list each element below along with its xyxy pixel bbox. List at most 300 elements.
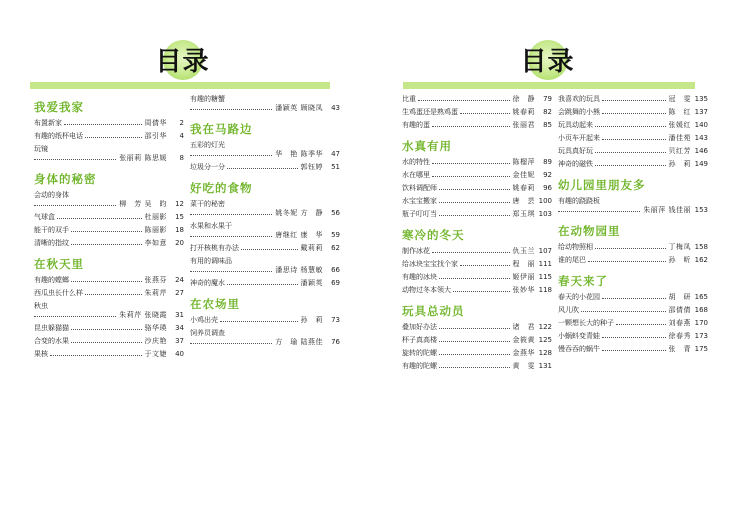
entry-title: 小页车开起来 bbox=[558, 134, 600, 142]
toc-entry[interactable] bbox=[34, 324, 184, 333]
entry-leader-row bbox=[34, 213, 184, 222]
toc-entry[interactable] bbox=[558, 197, 708, 215]
entry-page-number: 43 bbox=[331, 104, 340, 112]
toc-entry[interactable] bbox=[402, 108, 552, 117]
entry-leader-row bbox=[34, 226, 184, 235]
toc-entry[interactable] bbox=[402, 336, 552, 345]
dot-leader bbox=[439, 202, 510, 203]
entry-author: 孙 莉 bbox=[300, 316, 323, 324]
entry-page-number: 143 bbox=[694, 134, 708, 142]
entry-page-number: 165 bbox=[694, 293, 708, 301]
entry-title: 给冰块宝宝找个家 bbox=[402, 260, 458, 268]
toc-column bbox=[558, 95, 708, 358]
dot-leader bbox=[50, 355, 142, 356]
entry-leader-row bbox=[558, 108, 708, 117]
entry-leader-row bbox=[34, 132, 184, 141]
dot-leader bbox=[439, 189, 510, 190]
dot-leader bbox=[602, 337, 666, 338]
entry-author: 姬伊丽 bbox=[512, 273, 535, 281]
dot-leader bbox=[595, 152, 666, 153]
entry-author: 周倩华 bbox=[144, 119, 167, 127]
dot-leader bbox=[241, 249, 298, 250]
dot-leader bbox=[460, 265, 510, 266]
entry-author: 丁梅凤 bbox=[668, 243, 691, 251]
entry-leader-row bbox=[558, 293, 708, 302]
entry-leader-row bbox=[34, 324, 184, 333]
entry-leader-row bbox=[402, 121, 552, 130]
toc-entry[interactable] bbox=[558, 243, 708, 252]
dot-leader bbox=[190, 271, 272, 272]
toc-entry[interactable] bbox=[402, 260, 552, 269]
entry-author: 华 艳 陈季华 bbox=[275, 150, 323, 158]
entry-title: 有趣的冰块 bbox=[402, 273, 437, 281]
entry-title: 会动的身体 bbox=[34, 191, 69, 199]
dot-leader bbox=[71, 231, 142, 232]
toc-entry[interactable] bbox=[34, 350, 184, 359]
entry-page-number: 56 bbox=[331, 209, 340, 217]
toc-entry[interactable] bbox=[34, 302, 184, 320]
entry-leader-row bbox=[402, 95, 552, 104]
entry-title: 有趣的糖蟹 bbox=[190, 95, 225, 103]
toc-entry[interactable] bbox=[34, 191, 184, 209]
entry-leader-row bbox=[402, 108, 552, 117]
entry-page-number: 73 bbox=[331, 316, 340, 324]
toc-entry[interactable] bbox=[190, 200, 340, 218]
entry-title: 玩具动起来 bbox=[558, 121, 593, 129]
dot-leader bbox=[602, 113, 666, 114]
dot-leader bbox=[453, 291, 510, 292]
entry-leader-row bbox=[558, 332, 708, 341]
entry-title: 一颗想长大的种子 bbox=[558, 319, 614, 327]
toc-entry[interactable] bbox=[558, 256, 708, 265]
dot-leader bbox=[595, 248, 666, 249]
entry-page-number: 4 bbox=[179, 132, 184, 140]
entry-author: 张燕芬 bbox=[144, 276, 167, 284]
entry-author: 于文婕 bbox=[144, 350, 167, 358]
toc-entry[interactable] bbox=[34, 337, 184, 346]
toc-entry[interactable] bbox=[402, 158, 552, 167]
entry-page-number: 92 bbox=[543, 171, 552, 179]
entry-page-number: 85 bbox=[543, 121, 552, 129]
entry-page-number: 76 bbox=[331, 338, 340, 346]
toc-entry[interactable] bbox=[558, 319, 708, 328]
toc-entry[interactable] bbox=[402, 210, 552, 219]
toc-entry[interactable] bbox=[34, 213, 184, 222]
entry-author: 陈 红 bbox=[668, 108, 691, 116]
toc-entry[interactable] bbox=[558, 306, 708, 315]
entry-leader-row bbox=[34, 350, 184, 359]
entry-page-number: 79 bbox=[543, 95, 552, 103]
entry-title: 果核 bbox=[34, 350, 48, 358]
title-circle-decoration bbox=[155, 40, 210, 80]
entry-author: 姚春莉 bbox=[512, 108, 535, 116]
entry-page-number: 173 bbox=[694, 332, 708, 340]
entry-author: 姚春莉 bbox=[512, 184, 535, 192]
entry-author: 潘颖英 顾晓凤 bbox=[275, 104, 323, 112]
toc-entry[interactable] bbox=[34, 289, 184, 298]
entry-author: 朱丽萍 钱佳丽 bbox=[643, 206, 691, 214]
entry-leader-row bbox=[190, 266, 340, 275]
entry-author: 姚冬妮 方 静 bbox=[275, 209, 323, 217]
entry-page-number: 137 bbox=[694, 108, 708, 116]
dot-leader bbox=[190, 236, 272, 237]
dot-leader bbox=[616, 324, 666, 325]
entry-author: 金燕华 bbox=[512, 349, 535, 357]
toc-entry[interactable] bbox=[34, 119, 184, 128]
entry-title: 有趣的纸杯电话 bbox=[34, 132, 83, 140]
dot-leader bbox=[71, 244, 142, 245]
entry-title: 有趣的陀螺 bbox=[402, 362, 437, 370]
entry-title: 有趣的跷跷板 bbox=[558, 197, 600, 205]
entry-page-number: 125 bbox=[538, 336, 552, 344]
entry-title: 神奇的磁铁 bbox=[558, 160, 593, 168]
entry-title: 玩具真好玩 bbox=[558, 147, 593, 155]
entry-leader-row bbox=[402, 349, 552, 358]
toc-column bbox=[190, 95, 340, 351]
entry-author: 贝红芳 bbox=[668, 147, 691, 155]
entry-author: 潘颖英 bbox=[300, 279, 323, 287]
toc-entry[interactable] bbox=[34, 239, 184, 248]
title-circle-decoration bbox=[520, 40, 575, 80]
entry-author: 唐继红 康 华 bbox=[275, 231, 323, 239]
dot-leader bbox=[190, 155, 272, 156]
entry-leader-row bbox=[558, 147, 708, 156]
entry-title: 谁的尾巴 bbox=[558, 256, 586, 264]
entry-page-number: 107 bbox=[538, 247, 552, 255]
toc-entry[interactable] bbox=[402, 197, 552, 206]
entry-leader-row bbox=[402, 362, 552, 371]
entry-page-number: 34 bbox=[175, 324, 184, 332]
toc-entry[interactable] bbox=[190, 316, 340, 325]
entry-page-number: 51 bbox=[331, 163, 340, 171]
entry-author: 仇玉兰 bbox=[512, 247, 535, 255]
entry-title: 我喜欢的玩具 bbox=[558, 95, 600, 103]
entry-title: 水宝宝搬家 bbox=[402, 197, 437, 205]
dot-leader bbox=[460, 113, 510, 114]
entry-leader-row bbox=[402, 158, 552, 167]
entry-page-number: 128 bbox=[538, 349, 552, 357]
entry-author: 金筱黄 bbox=[512, 336, 535, 344]
entry-leader-row bbox=[558, 256, 708, 265]
section-heading: 我爱我家 bbox=[34, 100, 84, 114]
dot-leader bbox=[439, 328, 510, 329]
entry-author: 张丽莉 陈思媛 bbox=[119, 154, 167, 162]
toc-entry[interactable] bbox=[558, 121, 708, 130]
dot-leader bbox=[439, 341, 510, 342]
entry-author: 邵引华 bbox=[144, 132, 167, 140]
entry-leader-row bbox=[34, 276, 184, 285]
dot-leader bbox=[588, 261, 666, 262]
entry-author: 冠 雯 bbox=[668, 95, 691, 103]
entry-page-number: 175 bbox=[694, 345, 708, 353]
dot-leader bbox=[432, 163, 510, 164]
dot-leader bbox=[71, 281, 142, 282]
entry-author: 潘思诗 杨慧敏 bbox=[275, 266, 323, 274]
entry-leader-row bbox=[190, 244, 340, 253]
entry-author: 孙 莉 bbox=[668, 160, 691, 168]
toc-entry[interactable] bbox=[402, 273, 552, 282]
toc-header bbox=[365, 40, 730, 84]
toc-entry[interactable] bbox=[190, 163, 340, 172]
entry-leader-row bbox=[34, 239, 184, 248]
dot-leader bbox=[57, 218, 142, 219]
toc-entry[interactable] bbox=[558, 160, 708, 169]
entry-page-number: 122 bbox=[538, 323, 552, 331]
entry-title: 比重 bbox=[402, 95, 416, 103]
entry-page-number: 162 bbox=[694, 256, 708, 264]
title-underline-bar bbox=[30, 82, 330, 89]
toc-entry[interactable] bbox=[558, 134, 708, 143]
dot-leader bbox=[439, 354, 510, 355]
dot-leader bbox=[227, 168, 298, 169]
entry-title: 水果和水果干 bbox=[190, 222, 232, 230]
entry-page-number: 153 bbox=[694, 206, 708, 214]
toc-entry[interactable] bbox=[558, 293, 708, 302]
toc-entry[interactable] bbox=[190, 257, 340, 275]
toc-entry[interactable] bbox=[402, 247, 552, 256]
entry-author: 徐春秀 bbox=[668, 332, 691, 340]
dot-leader bbox=[227, 284, 298, 285]
section-heading: 寒冷的冬天 bbox=[402, 228, 465, 242]
entry-title: 有趣的蛋 bbox=[402, 121, 430, 129]
entry-leader-row bbox=[402, 273, 552, 282]
title-underline-bar bbox=[403, 82, 695, 89]
entry-author: 朱莉芹 bbox=[144, 289, 167, 297]
entry-page-number: 146 bbox=[694, 147, 708, 155]
entry-title: 饮料调配师 bbox=[402, 184, 437, 192]
toc-entry[interactable] bbox=[190, 279, 340, 288]
dot-leader bbox=[71, 342, 142, 343]
entry-author: 郭钰婷 bbox=[300, 163, 323, 171]
entry-title: 打开核桃有办法 bbox=[190, 244, 239, 252]
entry-title: 春天的小花园 bbox=[558, 293, 600, 301]
entry-page-number: 140 bbox=[694, 121, 708, 129]
entry-leader-row bbox=[558, 121, 708, 130]
entry-leader-row bbox=[402, 197, 552, 206]
entry-title: 垃圾分一分 bbox=[190, 163, 225, 171]
entry-author: 金佳妮 bbox=[512, 171, 535, 179]
entry-leader-row bbox=[402, 286, 552, 295]
entry-page-number: 59 bbox=[331, 231, 340, 239]
dot-leader bbox=[432, 126, 510, 127]
dot-leader bbox=[439, 278, 510, 279]
entry-leader-row bbox=[34, 154, 184, 163]
entry-leader-row bbox=[190, 279, 340, 288]
entry-page-number: 103 bbox=[538, 210, 552, 218]
entry-author: 胡 研 bbox=[668, 293, 691, 301]
section-heading: 玩具总动员 bbox=[402, 304, 465, 318]
page-title: 目录 bbox=[520, 46, 575, 77]
entry-leader-row bbox=[558, 134, 708, 143]
entry-title: 旋转的陀螺 bbox=[402, 349, 437, 357]
section-heading: 水真有用 bbox=[402, 139, 452, 153]
entry-leader-row bbox=[402, 247, 552, 256]
entry-title: 水在哪里 bbox=[402, 171, 430, 179]
entry-author: 沙庆艳 bbox=[144, 337, 167, 345]
toc-entry[interactable] bbox=[190, 329, 340, 347]
toc-entry[interactable] bbox=[190, 222, 340, 240]
section-heading: 好吃的食物 bbox=[190, 181, 253, 195]
entry-title: 会跳舞的小熊 bbox=[558, 108, 600, 116]
dot-leader bbox=[34, 316, 116, 317]
toc-entry[interactable] bbox=[402, 171, 552, 180]
dot-leader bbox=[558, 211, 640, 212]
entry-leader-row bbox=[402, 260, 552, 269]
entry-leader-row bbox=[558, 206, 708, 215]
entry-title: 制作冰花 bbox=[402, 247, 430, 255]
entry-leader-row bbox=[34, 119, 184, 128]
entry-page-number: 96 bbox=[543, 184, 552, 192]
entry-page-number: 149 bbox=[694, 160, 708, 168]
toc-entry[interactable] bbox=[402, 95, 552, 104]
dot-leader bbox=[432, 252, 510, 253]
toc-column bbox=[402, 95, 552, 375]
toc-entry[interactable] bbox=[190, 244, 340, 253]
entry-title: 动物过冬本领大 bbox=[402, 286, 451, 294]
entry-author: 方 瑜 陆燕佳 bbox=[275, 338, 323, 346]
entry-title: 气球盒 bbox=[34, 213, 55, 221]
entry-page-number: 111 bbox=[538, 260, 552, 268]
entry-title: 饲养员调查 bbox=[190, 329, 225, 337]
entry-leader-row bbox=[190, 338, 340, 347]
entry-page-number: 66 bbox=[331, 266, 340, 274]
entry-title: 清晰的指纹 bbox=[34, 239, 69, 247]
entry-page-number: 20 bbox=[175, 239, 184, 247]
entry-leader-row bbox=[34, 289, 184, 298]
entry-page-number: 27 bbox=[175, 289, 184, 297]
section-heading: 春天来了 bbox=[558, 274, 608, 288]
dot-leader bbox=[190, 343, 272, 344]
dot-leader bbox=[602, 100, 666, 101]
entry-title: 玩镜 bbox=[34, 145, 48, 153]
toc-entry[interactable] bbox=[402, 184, 552, 193]
toc-entry[interactable] bbox=[558, 108, 708, 117]
dot-leader bbox=[190, 214, 272, 215]
toc-entry[interactable] bbox=[402, 362, 552, 371]
toc-entry[interactable] bbox=[402, 286, 552, 295]
toc-entry[interactable] bbox=[558, 332, 708, 341]
entry-page-number: 100 bbox=[538, 197, 552, 205]
dot-leader bbox=[602, 350, 666, 351]
entry-leader-row bbox=[402, 210, 552, 219]
section-heading: 幼儿园里朋友多 bbox=[558, 178, 646, 192]
toc-entry[interactable] bbox=[34, 145, 184, 163]
entry-author: 黄 雯 bbox=[512, 362, 535, 370]
entry-author: 张丽君 bbox=[512, 121, 535, 129]
section-heading: 在动物园里 bbox=[558, 224, 621, 238]
entry-leader-row bbox=[558, 306, 708, 315]
dot-leader bbox=[595, 165, 666, 166]
entry-author: 骆华瑛 bbox=[144, 324, 167, 332]
entry-page-number: 158 bbox=[694, 243, 708, 251]
dot-leader bbox=[432, 176, 510, 177]
entry-title: 有趣的螳螂 bbox=[34, 276, 69, 284]
toc-entry[interactable] bbox=[402, 349, 552, 358]
entry-title: 水的特性 bbox=[402, 158, 430, 166]
toc-entry[interactable] bbox=[402, 323, 552, 332]
entry-author: 陈榴萍 bbox=[512, 158, 535, 166]
toc-header bbox=[0, 40, 365, 84]
dot-leader bbox=[64, 124, 142, 125]
entry-page-number: 12 bbox=[175, 200, 184, 208]
toc-entry[interactable] bbox=[558, 95, 708, 104]
entry-author: 朱莉芹 张晓霞 bbox=[119, 311, 167, 319]
entry-page-number: 82 bbox=[543, 108, 552, 116]
entry-leader-row bbox=[558, 345, 708, 354]
entry-title: 布置新家 bbox=[34, 119, 62, 127]
toc-entry[interactable] bbox=[34, 276, 184, 285]
toc-entry[interactable] bbox=[558, 345, 708, 354]
toc-column bbox=[34, 95, 184, 363]
entry-title: 秋虫 bbox=[34, 302, 48, 310]
entry-leader-row bbox=[402, 171, 552, 180]
entry-title: 西瓜虫长什么样 bbox=[34, 289, 83, 297]
entry-author: 柳 芳 吴 昀 bbox=[119, 200, 167, 208]
right-page bbox=[365, 0, 730, 513]
dot-leader bbox=[602, 298, 666, 299]
entry-title: 杯子真高楼 bbox=[402, 336, 437, 344]
toc-entry[interactable] bbox=[190, 95, 340, 113]
entry-title: 慢吞吞的蜗牛 bbox=[558, 345, 600, 353]
toc-entry[interactable] bbox=[402, 121, 552, 130]
entry-title: 风儿吹 bbox=[558, 306, 579, 314]
dot-leader bbox=[602, 139, 666, 140]
entry-leader-row bbox=[402, 336, 552, 345]
entry-page-number: 131 bbox=[538, 362, 552, 370]
toc-entry[interactable] bbox=[34, 226, 184, 235]
entry-author: 李如意 bbox=[144, 239, 167, 247]
dot-leader bbox=[71, 329, 142, 330]
entry-leader-row bbox=[34, 337, 184, 346]
dot-leader bbox=[595, 126, 666, 127]
dot-leader bbox=[581, 311, 666, 312]
entry-author: 戴莉莉 bbox=[300, 244, 323, 252]
toc-entry[interactable] bbox=[558, 147, 708, 156]
entry-leader-row bbox=[190, 104, 340, 113]
dot-leader bbox=[439, 215, 510, 216]
entry-title: 给动物照相 bbox=[558, 243, 593, 251]
dot-leader bbox=[34, 205, 116, 206]
entry-author: 邵倩倩 bbox=[668, 306, 691, 314]
entry-page-number: 69 bbox=[331, 279, 340, 287]
entry-page-number: 115 bbox=[538, 273, 552, 281]
dot-leader bbox=[220, 321, 298, 322]
dot-leader bbox=[439, 367, 510, 368]
section-heading: 身体的秘密 bbox=[34, 172, 97, 186]
entry-author: 张妙华 bbox=[512, 286, 535, 294]
entry-leader-row bbox=[402, 184, 552, 193]
page-title: 目录 bbox=[155, 46, 210, 77]
entry-title: 小蜗蚪变青蛙 bbox=[558, 332, 600, 340]
toc-entry[interactable] bbox=[190, 141, 340, 159]
entry-leader-row bbox=[558, 160, 708, 169]
entry-page-number: 89 bbox=[543, 158, 552, 166]
entry-leader-row bbox=[34, 311, 184, 320]
entry-title: 昆虫躲猫猫 bbox=[34, 324, 69, 332]
entry-title: 神奇的魔水 bbox=[190, 279, 225, 287]
entry-author: 徐 静 bbox=[512, 95, 535, 103]
entry-author: 张媛红 bbox=[668, 121, 691, 129]
section-heading: 我在马路边 bbox=[190, 122, 253, 136]
entry-author: 郑玉琪 bbox=[512, 210, 535, 218]
entry-leader-row bbox=[558, 319, 708, 328]
toc-entry[interactable] bbox=[34, 132, 184, 141]
entry-leader-row bbox=[190, 209, 340, 218]
entry-author: 唐 芸 bbox=[512, 197, 535, 205]
dot-leader bbox=[190, 109, 272, 110]
dot-leader bbox=[418, 100, 510, 101]
dot-leader bbox=[85, 294, 142, 295]
